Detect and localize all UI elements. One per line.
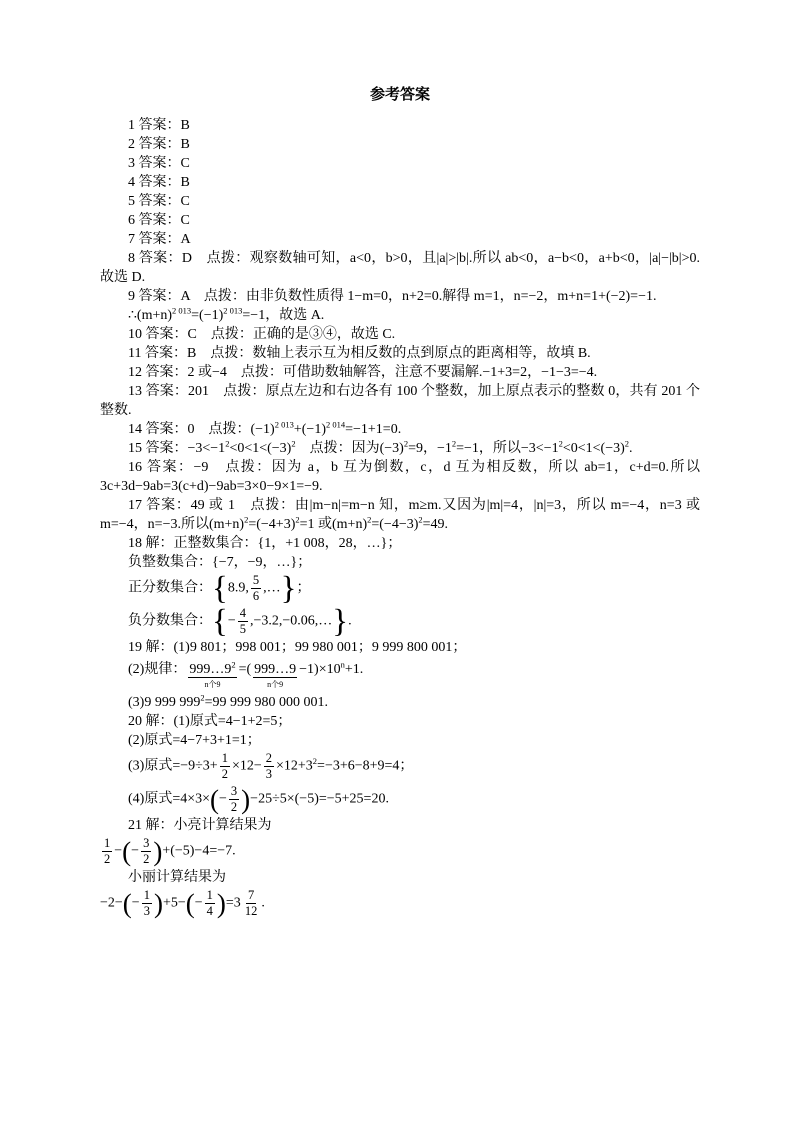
fraction: $\frac{1}{3}$ [143,888,150,918]
paragraphs [100,116,700,920]
underbrace-label: n个9 [204,680,221,689]
paragraph-a1: 1 答案：B [128,118,190,133]
big-paren: ( [210,784,220,815]
paragraph-a5: 5 答案：C [128,194,190,209]
paragraph-a4: 4 答案：B [128,175,190,190]
fraction: $\frac{5}{6}$ [252,573,260,603]
fraction: $\frac{7}{12}$ [244,888,258,918]
big-paren: ) [216,888,226,919]
superscript: 2 013 [172,305,192,316]
big-paren: ) [153,836,163,867]
paragraph-a19-3: (3)9 999 $999^2=99$ 999 980 000 001. [128,692,328,710]
paragraph-a17: 17 答案：49 或 1 点拨：由|m−n|=m−n 知，m≥m.又因为|m|=4，|n|=3，所以 m=−4，n=3 或 m=−4，n=−3.所以$(m+n)^2=(-4+3)^2=1$ 或$(m+n)^2=(-4-3)^2=49$. [100,498,700,532]
paragraph-a18-1: 18 解：正整数集合：{1，+1 008，28，…}； [128,536,402,551]
paragraph-a19-2: (2)规律： $999\dots 9^2$ n个9 =( 999…9 n个9 $-1)\times 10^n+1$. [128,659,364,689]
paragraph-a3: 3 答案：C [128,156,190,171]
fraction: $\frac{1}{4}$ [206,888,213,918]
paragraph-a20-1: 20 解：(1)原式=4−1+2=5； [128,714,292,729]
paragraph-a7: 7 答案：A [128,232,191,247]
superscript: 2 [291,438,296,449]
paragraph-a21-2: $\frac{1}{2}$ −(− $\frac{3}{2}$ )+(−5)−4=−7. [104,836,236,867]
paragraph-a18-3: 正分数集合：{8.9, $\frac{5}{6}$ ,…}； [128,570,311,607]
big-paren: ( [122,888,132,919]
superscript: 2 [451,438,457,449]
superscript: 2 [418,514,423,525]
paragraph-a20-4: (4)原式=4×3×(− $\frac{3}{2}$ )−25÷5×(−5)=−5+25=20. [128,784,389,815]
paragraph-a18-2: 负整数集合：{−7，−9，…}； [128,555,312,570]
superscript: 2 [312,756,318,767]
paragraph-a10: 10 答案：C 点拨：正确的是③④，故选 C. [128,327,396,342]
fraction: $\frac{1}{2}$ [221,751,228,781]
big-paren: ( [185,888,195,919]
paragraph-a20-3: (3)原式=−9÷3+ $\frac{1}{2}$ ×12− $\frac{2}{3}$ $\times 12+3^2=-3+6-8+9=4$； [128,751,414,781]
paragraph-a6: 6 答案：C [128,213,190,228]
superscript: 2 [624,438,630,449]
big-paren: ( [122,836,132,867]
fraction: $\frac{4}{5}$ [239,606,246,636]
paragraph-a11: 11 答案：B 点拨：数轴上表示互为相反数的点到原点的距离相等，故填 B. [128,346,591,361]
paragraph-a8: 8 答案：D 点拨：观察数轴可知，a<0，b>0，且|a|>|b|.所以 ab<0，a−b<0，a+b<0，|a|−|b|>0.故选 D. [100,251,700,285]
superscript: 2 [225,438,230,449]
superscript: 2 [200,692,205,703]
paragraph-a12: 12 答案：2 或−4 点拨：可借助数轴解答，注意不要漏解.−1+3=2，−1−3=−4. [128,365,598,380]
paragraph-a18-4: 负分数集合：{− $\frac{4}{5}$ ,−3.2,−0.06,…}. [128,603,352,640]
superscript: 2 013 [223,305,243,316]
paragraph-a20-2: (2)原式=4−7+3+1=1； [128,733,261,748]
big-paren: ) [241,784,251,815]
big-brace: } [280,570,297,607]
paragraph-a2: 2 答案：B [128,137,190,152]
paragraph-a14: 14 答案：0 点拨：$(-1)^{2 013}+(-1)^{2 014}=-1+1=0$. [128,419,402,437]
superscript: 2 [558,438,563,449]
superscript: 2 [403,438,409,449]
paragraph-a19-1: 19 解：(1)9 801；998 001；99 980 001；9 999 800 001； [128,640,467,655]
fraction: $\frac{3}{2}$ [143,836,150,866]
big-brace: } [332,603,349,640]
underbrace-label: n个9 [267,680,284,689]
fraction: $\frac{2}{3}$ [265,751,272,781]
big-paren: ) [153,888,163,919]
superscript: 2 [295,514,300,525]
paragraph-a13: 13 答案：201 点拨：原点左边和右边各有 100 个整数，加上原点表示的整数 0，共有 201 个整数. [100,384,700,418]
fraction: $\frac{3}{2}$ [230,784,238,814]
superscript: 2 013 [274,419,294,430]
underbrace-expression: $999\dots 9^2$ n个9 [189,659,236,689]
paragraph-a21-1: 21 解：小亮计算结果为 [128,818,272,833]
paragraph-a9b: $\therefore(m+n)^{2 013}=(-1)^{2 013}=-1$，故选 A. [128,305,325,323]
superscript: n [340,659,345,670]
superscript: 2 [367,514,372,525]
paragraph-a21-3: 小丽计算结果为 [128,870,226,885]
big-brace: { [212,570,228,607]
superscript: 2 014 [325,419,346,430]
paragraph-a21-4: −2−(− $\frac{1}{3}$ )+5−(− $\frac{1}{4}$ )=3 $\frac{7}{12}$ . [100,888,265,919]
underbrace-expression: 999…9 n个9 [254,662,297,689]
paragraph-a16: 16 答案：−9 点拨：因为 a，b 互为倒数，c，d 互为相反数，所以 ab=1，c+d=0.所以 3c+3d−9ab=3(c+d)−9ab=3×0−9×1=−9. [100,460,700,494]
paragraph-a9: 9 答案：A 点拨：由非负数性质得 1−m=0，n+2=0.解得 m=1，n=−2，m+n=1+(−2)=−1. [128,289,657,304]
big-brace: { [212,603,228,640]
superscript: 2 [244,514,249,525]
page-title: 参考答案 [369,87,430,103]
fraction: $\frac{1}{2}$ [104,836,111,866]
paragraph-a15: 15 答案：$-3<-1^2<0<1<(-3)^2$ 点拨：因为$(-3)^2=9$，$-1^2=-1$，所以$-3<-1^2<0<1<(-3)^2$. [128,438,633,456]
